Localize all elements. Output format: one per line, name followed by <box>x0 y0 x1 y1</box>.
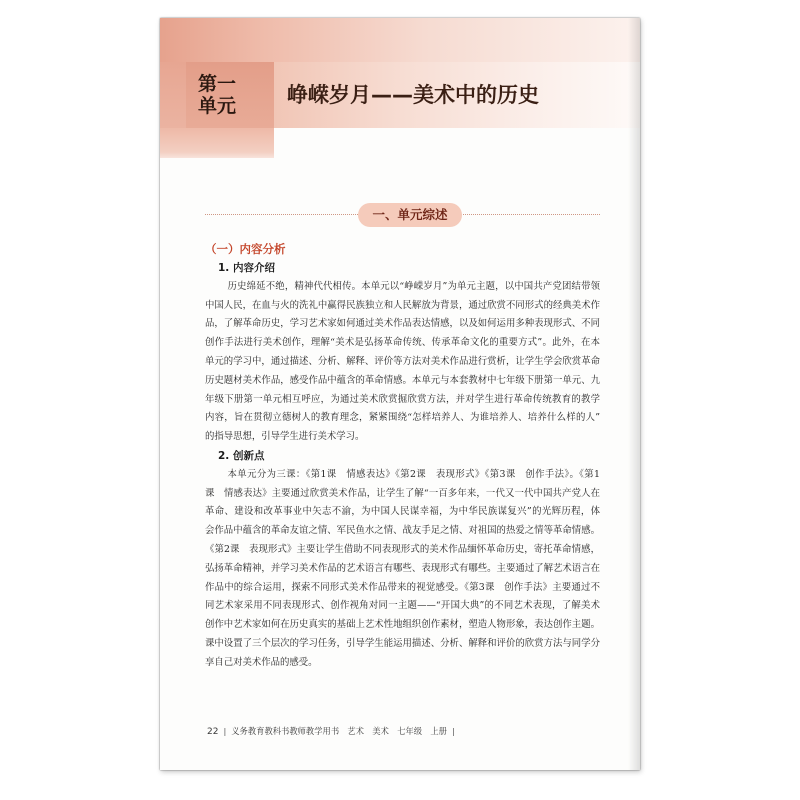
innovation-paragraph <box>205 466 600 673</box>
text-line: 《第2课 表现形式》主要让学生借助不同表现形式的美术作品缅怀革命历史，寄托革命情感， <box>205 543 600 555</box>
text-line: 革命、建设和改革事业中矢志不渝，为中国人民谋幸福，为中华民族谋复兴”的光辉历程，体 <box>205 506 600 518</box>
text-line: 创作中艺术家如何在历史真实的基础上艺术性地组织创作素材，塑造人物形象，表达创作主题。 <box>205 619 600 631</box>
text-line: 单元的学习中，通过描述、分析、解释、评价等方法对美术作品进行赏析，让学生学会欣赏革命 <box>205 355 600 367</box>
page-footer <box>207 724 460 738</box>
unit-label-line1: 第一 <box>198 73 237 95</box>
content <box>205 240 600 673</box>
item-heading: 2. 创新点 <box>218 449 265 462</box>
text-line: 品，了解革命历史，学习艺术家如何通过美术作品表达情感，以及如何运用多种表现形式、不同 <box>205 318 600 330</box>
page-edge-shadow <box>628 18 640 770</box>
footer-book-title: 义务教育教科书教师教学用书 艺术 美术 七年级 上册 <box>231 726 447 736</box>
unit-label-line2: 单元 <box>198 95 237 117</box>
text-line: 历史绵延不绝，精神代代相传。本单元以“峥嵘岁月”为单元主题，以中国共产党团结带领 <box>227 280 600 292</box>
text-line: 课中设置了三个层次的学习任务，引导学生能运用描述、分析、解释和评价的欣赏方法与同学分 <box>205 637 600 649</box>
subsection-title: （一）内容分析 <box>205 242 286 256</box>
unit-title: 峥嵘岁月——美术中的历史 <box>287 83 539 107</box>
text-line: 会作品中蕴含的革命友谊之情、军民鱼水之情、战友手足之情、对祖国的热爱之情等革命情感。 <box>205 525 600 537</box>
header-banner <box>160 18 640 62</box>
page-number: 22 <box>207 727 219 737</box>
text-line: 的指导思想，引导学生进行美术学习。 <box>205 431 365 443</box>
header-tail <box>160 128 274 158</box>
section-title: 一、单元综述 <box>358 203 462 227</box>
intro-paragraph <box>205 278 600 447</box>
footer-separator: | <box>451 726 455 736</box>
header-side-strip <box>160 62 186 128</box>
text-line: 弘扬革命精神，并学习美术作品的艺术语言有哪些、表现形式有哪些。主要通过了解艺术语言在 <box>205 562 600 574</box>
footer-separator: | <box>223 726 227 736</box>
book-page <box>160 18 640 770</box>
text-line: 中国人民，在血与火的洗礼中赢得民族独立和人民解放为背景，通过欣赏不同形式的经典美术作 <box>205 299 600 311</box>
text-line: 年级下册第一单元相互呼应，为通过美术欣赏掘欣赏方法，并对学生进行革命传统教育的教学 <box>205 393 600 405</box>
text-line: 享自己对美术作品的感受。 <box>205 656 318 668</box>
text-line: 历史题材美术作品，感受作品中蕴含的革命情感。本单元与本套教材中七年级下册第一单元、九 <box>205 374 600 386</box>
text-line: 内容，旨在贯彻立德树人的教育理念，紧紧围绕“怎样培养人、为谁培养人、培养什么样的人” <box>205 412 600 424</box>
item-heading: 1. 内容介绍 <box>218 262 275 274</box>
text-line: 同艺术家采用不同表现形式、创作视角对同一主题——“开国大典”的不同艺术表现，了解美术 <box>205 600 600 612</box>
unit-title-band <box>274 62 640 128</box>
text-line: 本单元分为三课：《第1课 情感表达》《第2课 表现形式》《第3课 创作手法》。《第1 <box>227 468 600 480</box>
text-line: 课 情感表达》主要通过欣赏美术作品，让学生了解“一百多年来，一代又一代中国共产党人在 <box>205 487 600 499</box>
unit-label <box>186 62 274 128</box>
text-line: 创作手法进行美术创作，理解“美术是弘扬革命传统、传承革命文化的重要方式”。此外，在本 <box>205 337 600 349</box>
text-line: 作品中的综合运用，探索不同形式美术作品带来的视觉感受。《第3课 创作手法》主要通过不 <box>205 581 600 593</box>
